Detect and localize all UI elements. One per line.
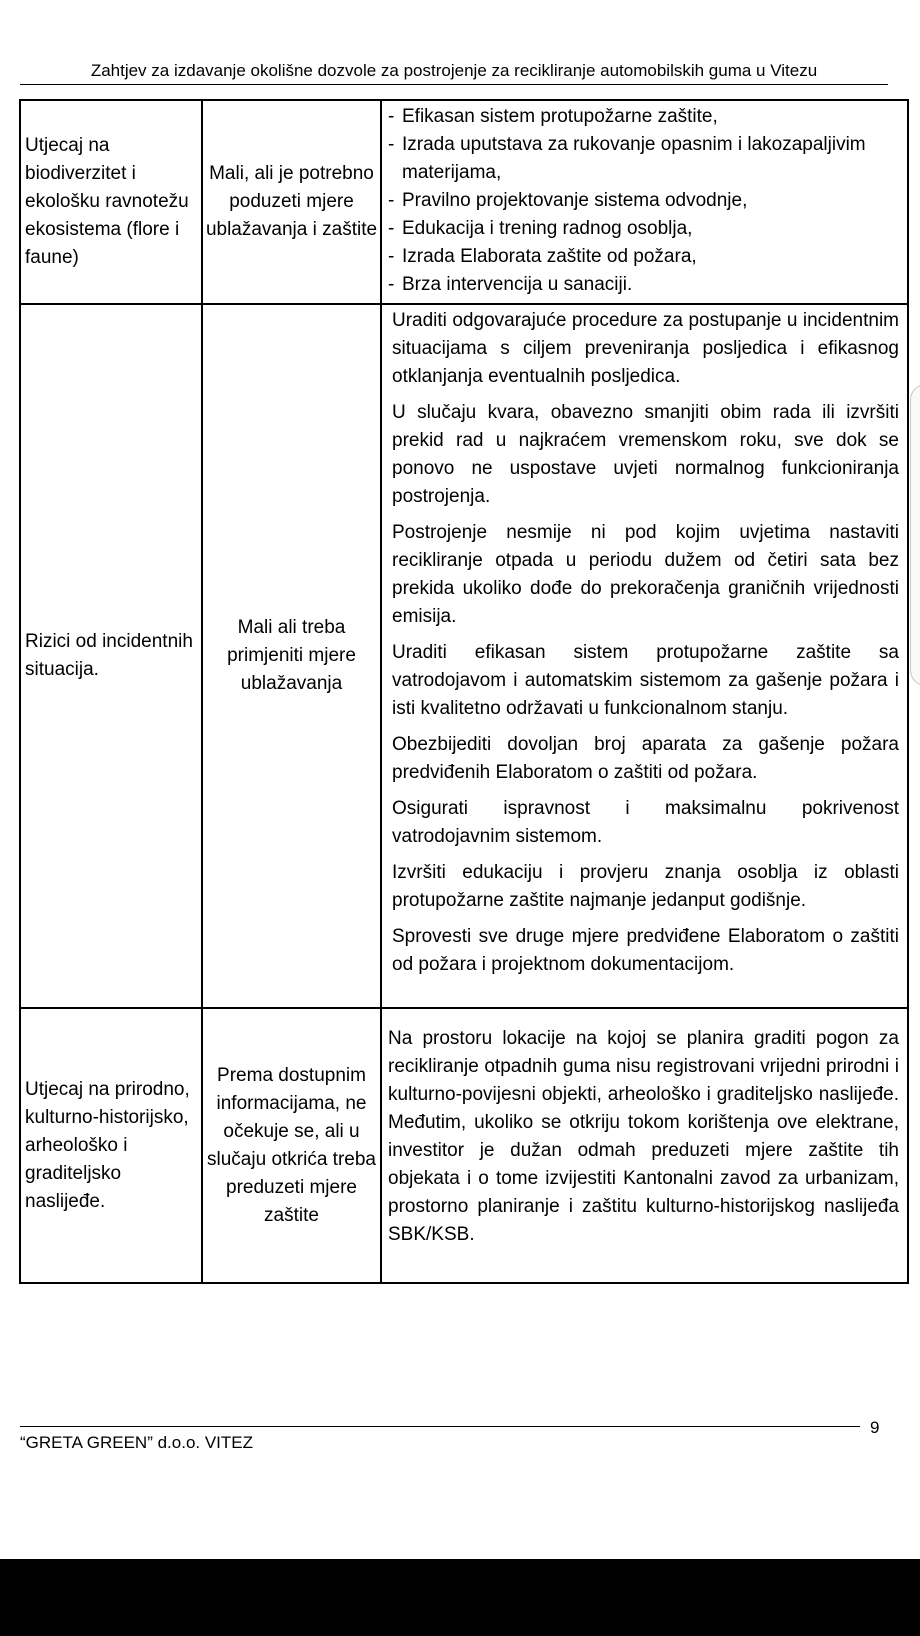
measure-paragraph: Osigurati ispravnost i maksimalnu pokrivenost vatrodojavnim sistemom.: [392, 798, 899, 847]
footer-company: “GRETA GREEN” d.o.o. VITEZ: [20, 1433, 254, 1452]
bottom-bar: [0, 1559, 920, 1636]
measure-paragraph: Uraditi efikasan sistem protupožarne zaštite sa vatrodojavom i automatskim sistemom za gašenje požara i isti kvalitetno održavati u funkcionalnom stanju.: [392, 642, 899, 719]
list-item: - Edukacija i trening radnog osoblja,: [388, 215, 903, 243]
measure-paragraph: U slučaju kvara, obavezno smanjiti obim rada ili izvršiti prekid rad u najkraćem vremenskom roku, sve dok se ponovo ne uspostave uvjeti normalnog funkcioniranja postrojenja.: [392, 402, 899, 507]
page-header: Zahtjev za izdavanje okolišne dozvole za postrojenje za recikliranje automobilskih guma u Vitezu: [20, 60, 888, 85]
measure-paragraph: Sprovesti sve druge mjere predviđene Elaboratom o zaštiti od požara i projektnom dokumentacijom.: [392, 926, 899, 975]
page-number: 9: [870, 1418, 880, 1437]
table-row: [20, 1008, 908, 1283]
list-item: - Izrada uputstava za rukovanje opasnim i lakozapaljivim materijama,: [388, 131, 903, 187]
measure-paragraph: Izvršiti edukaciju i provjeru znanja osoblja iz oblasti protupožarne zaštite najmanje jedanput godišnje.: [392, 862, 899, 911]
side-scroll-handle[interactable]: [910, 384, 920, 686]
aspect-cell: Utjecaj na biodiverzitet i ekološku ravnotežu ekosistema (flore i faune): [20, 100, 202, 304]
footer-divider: [20, 1426, 860, 1427]
list-item: - Izrada Elaborata zaštite od požara,: [388, 243, 903, 271]
measure-paragraph: Obezbijediti dovoljan broj aparata za gašenje požara predviđenih Elaboratom o zaštiti od požara.: [392, 734, 899, 783]
measures-cell: [381, 304, 908, 1008]
assessment-cell: Mali, ali je potrebno poduzeti mjere ublažavanja i zaštite: [202, 100, 381, 304]
measures-table: [19, 99, 909, 1284]
table-row: [20, 100, 908, 304]
measures-list: [382, 101, 907, 303]
table-row: [20, 304, 908, 1008]
list-item: - Pravilno projektovanje sistema odvodnje,: [388, 187, 903, 215]
aspect-cell: Utjecaj na prirodno, kulturno-historijsko, arheološko i graditeljsko naslijeđe.: [20, 1008, 202, 1283]
list-item: - Efikasan sistem protupožarne zaštite,: [388, 103, 903, 131]
measures-cell: [381, 100, 908, 304]
measure-paragraph: Uraditi odgovarajuće procedure za postupanje u incidentnim situacijama s ciljem preveniranja posljedica i efikasnog otklanjanja eventualnih posljedica.: [392, 310, 899, 387]
list-item: - Brza intervencija u sanaciji.: [388, 271, 903, 299]
measures-cell: Na prostoru lokacije na kojoj se planira graditi pogon za recikliranje otpadnih guma nisu registrovani vrijedni prirodni i kulturno-povijesni objekti, arheološko i graditeljsko naslijeđe. Međutim, ukoliko se otkriju tokom korištenja ove elektrane, investitor je dužan odmah preduzeti mjere zaštite tih objekata i o tome izvijestiti Kantonalni zavod za urbanizam, prostorno planiranje i zaštitu kulturno-historijskog naslijeđa SBK/KSB.: [381, 1008, 908, 1283]
assessment-cell: Mali ali treba primjeniti mjere ublažavanja: [202, 304, 381, 1008]
assessment-cell: Prema dostupnim informacijama, ne očekuje se, ali u slučaju otkrića treba preduzeti mjere zaštite: [202, 1008, 381, 1283]
aspect-cell: Rizici od incidentnih situacija.: [20, 304, 202, 1008]
measure-paragraph: Postrojenje nesmije ni pod kojim uvjetima nastaviti recikliranje otpada u periodu dužem od četiri sata bez prekida ukoliko dođe do prekoračenja graničnih vrijednosti emisija.: [392, 522, 899, 627]
